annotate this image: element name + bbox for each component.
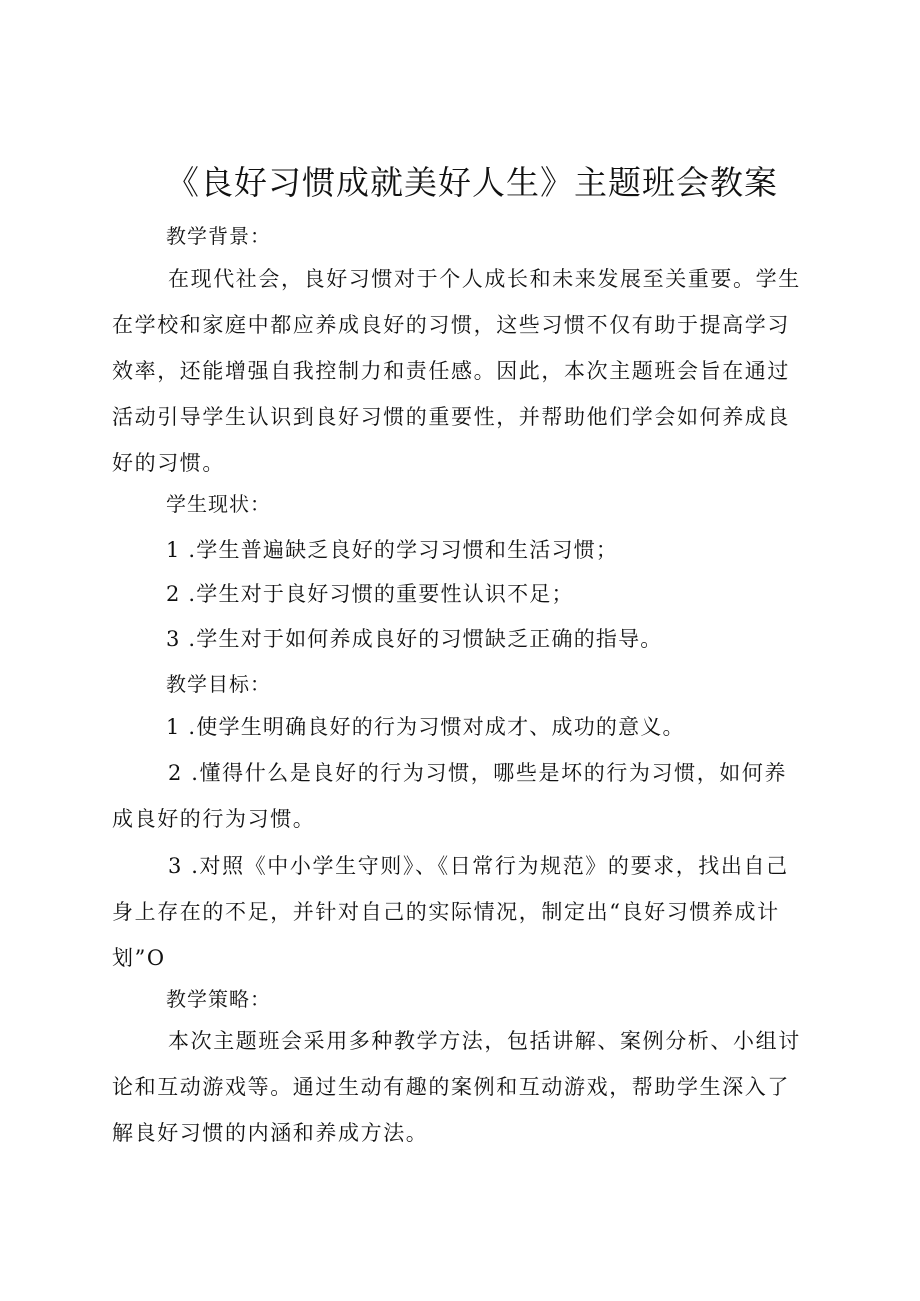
goal-item-3-text: 3 .对照《中小学生守则》、《日常行为规范》的要求，找出自己身上存在的不足，并针对自己的实际情况，制定出“良好习惯养成计划”O — [112, 854, 789, 970]
strategy-paragraph-text: 本次主题班会采用多种教学方法，包括讲解、案例分析、小组讨论和互动游戏等。通过生动有趣的案例和互动游戏，帮助学生深入了解良好习惯的内涵和养成方法。 — [112, 1029, 801, 1145]
goal-item-2 — [112, 750, 808, 842]
section-heading-goals: 教学目标： — [166, 672, 271, 696]
goal-item-2-text: 2 .懂得什么是良好的行为习惯，哪些是坏的行为习惯，如何养成良好的行为习惯。 — [112, 761, 788, 831]
status-item-2: 2 .学生对于良好习惯的重要性认识不足； — [166, 582, 574, 606]
status-item-3: 3 .学生对于如何养成良好的习惯缺乏正确的指导。 — [166, 627, 663, 651]
goal-item-3 — [112, 843, 808, 981]
section-heading-strategy: 教学策略： — [166, 987, 271, 1011]
document-title: 《良好习惯成就美好人生》主题班会教案 — [166, 163, 778, 202]
section-heading-background: 教学背景： — [166, 224, 271, 248]
status-item-1: 1 .学生普遍缺乏良好的学习习惯和生活习惯； — [166, 538, 619, 562]
background-paragraph — [112, 256, 808, 486]
section-heading-status: 学生现状： — [166, 492, 271, 516]
strategy-paragraph — [112, 1018, 808, 1156]
goal-item-1: 1 .使学生明确良好的行为习惯对成才、成功的意义。 — [166, 715, 685, 739]
background-paragraph-text: 在现代社会，良好习惯对于个人成长和未来发展至关重要。学生在学校和家庭中都应养成良好的习惯，这些习惯不仅有助于提高学习效率，还能增强自我控制力和责任感。因此，本次主题班会旨在通过活动引导学生认识到良好习惯的重要性，并帮助他们学会如何养成良好的习惯。 — [112, 267, 801, 475]
